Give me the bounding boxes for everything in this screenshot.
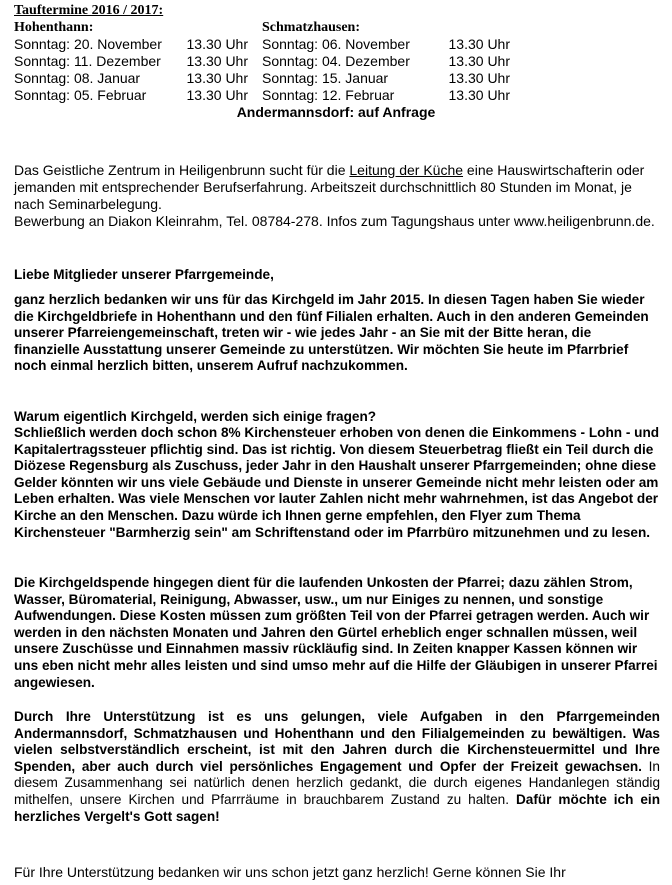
job-advertisement [14,162,664,230]
letter-closing: Für Ihre Unterstützung bedanken wir uns schon jetzt ganz herzlich! Gerne können Sie Ihr [14,864,566,880]
schedule-time: 13.30 Uhr [448,53,510,69]
paragraph-4-bold: Durch Ihre Unterstützung ist es uns gelungen, viele Aufgaben in den Pfarrgemeinden Andermannsdorf, Schmatzhausen und Hohenthann und den Filialgemeinden zu bewältigen. Was vielen selbstverständlich erscheint, ist mit den Jahren durch die Kirchensteuermittel und Ihre Spenden, aber auch durch viel persönliches Engagement und Opfer der Freizeit gewachsen. [14,709,660,774]
andermannsdorf-note: Andermannsdorf: auf Anfrage [236,104,436,120]
schedule-day: Sonntag: 20. November [14,36,162,52]
schedule-time: 13.30 Uhr [186,36,248,52]
schedule-time: 13.30 Uhr [186,70,248,86]
location-label: Hohenthann: [14,20,94,35]
schedule-day: Sonntag: 12. Februar [262,87,395,103]
schedule-day: Sonntag: 04. Dezember [262,53,410,69]
letter-greeting: Liebe Mitglieder unserer Pfarrgemeinde, [14,267,274,282]
schedule-title: Tauftermine 2016 / 2017: [14,3,164,18]
schedule-hohenthann [14,19,248,104]
schedule-row [14,87,248,104]
schedule-day: Sonntag: 08. Januar [14,70,141,86]
schedule-time: 13.30 Uhr [448,87,510,103]
letter-paragraph-1: ganz herzlich bedanken wir uns für das Kirchgeld im Jahr 2015. In diesen Tagen haben Sie wieder die Kirchgeldbriefe in Hohenthann und den fünf Filialen erhalten. Auch in den anderen Gemeinden unserer Pfarreiengemeinschaft, treten wir - wie jedes Jahr - an Sie mit der Bitte heran, die finanzielle Ausstattung unserer Gemeinde zu unterstützen. Wir möchten Sie heute im Pfarrbrief noch einmal herzlich bitten, unserem Aufruf nachzukommen. [14,292,649,374]
schedule-row [14,70,248,87]
job-contact: Bewerbung an Diakon Kleinrahm, Tel. 08784-278. Infos zum Tagungshaus unter www.heiligenbrunn.de. [14,213,655,229]
schedule-time: 13.30 Uhr [186,87,248,103]
job-text-start: Das Geistliche Zentrum in Heiligenbrunn sucht für die [14,162,350,178]
schedule-row [14,53,248,70]
job-text-rest: eine Hauswirtschafterin oder jemanden mit entsprechender Berufserfahrung. Arbeitszeit durchschnittlich 80 Stunden im Monat, je nach Seminarbelegung. [14,162,645,212]
schedule-row [262,36,510,53]
job-position-link: Leitung der Küche [349,162,464,178]
schedule-day: Sonntag: 15. Januar [262,70,389,86]
letter-paragraph-4 [14,709,660,825]
location-label: Schmatzhausen: [262,20,361,35]
schedule-row [262,53,510,70]
schedule-schmatzhausen [262,19,510,104]
schedule-day: Sonntag: 05. Februar [14,87,147,103]
paragraph-4-normal: In diesem Zusammenhang sei natürlich denen herzlich gedankt, die durch eigenes Handanlegen ständig mithelfen, unsere Kirchen und Pfarrräume in brauchbarem Zustand zu halten. [14,758,660,807]
schedule-row [14,36,248,53]
paragraph-4-thanks: Dafür möchte ich ein herzliches Vergelt's Gott sagen! [14,791,660,824]
letter-paragraph-2: Schließlich werden doch schon 8% Kirchensteuer erhoben von denen die Einkommens - Lohn - und Kapitalertragssteuer pflichtig sind. Das ist richtig. Von diesem Steuerbetrag fließt ein Teil durch die Diözese Regensburg als Zuschuss, jeder Jahr in den Haushalt unserer Pfarrgemeinden; ohne diese Gelder könnten wir uns viele Gebäude und Dienste in unserer Gemeinde nicht mehr leisten oder am Leben erhalten. Was viele Menschen vor lauter Zahlen nicht mehr wahrnehmen, ist das Angebot der Kirche an den Menschen. Dazu würde ich Ihnen gerne empfehlen, den Flyer zum Thema Kirchensteuer "Barmherzig sein" am Schriftenstand oder im Pfarrbüro mitzunehmen und zu lesen. [14,425,660,540]
letter-question: Warum eigentlich Kirchgeld, werden sich einige fragen? [14,409,377,424]
letter-paragraph-3: Die Kirchgeldspende hingegen dient für die laufenden Unkosten der Pfarrei; dazu zählen Strom, Wasser, Büromaterial, Reinigung, Abwasser, usw., um nur Einiges zu nennen, und sonstige Aufwendungen. Diese Kosten müssen zum größten Teil von der Pfarrei getragen werden. Auch wir werden in den nächsten Monaten und Jahren den Gürtel erheblich enger schnallen müssen, weil unsere Zuschüsse und Einnahmen massiv rückläufig sind. In Zeiten knapper Kassen können wir uns eben nicht mehr alles leisten und sind umso mehr auf die Hilfe der Gläubigen in unserer Pfarrei angewiesen. [14,575,658,690]
schedule-day: Sonntag: 11. Dezember [14,53,161,69]
schedule-time: 13.30 Uhr [448,70,510,86]
schedule-time: 13.30 Uhr [448,36,510,52]
schedule-row [262,87,510,104]
schedule-time: 13.30 Uhr [186,53,248,69]
schedule-row [262,70,510,87]
schedule-day: Sonntag: 06. November [262,36,410,52]
